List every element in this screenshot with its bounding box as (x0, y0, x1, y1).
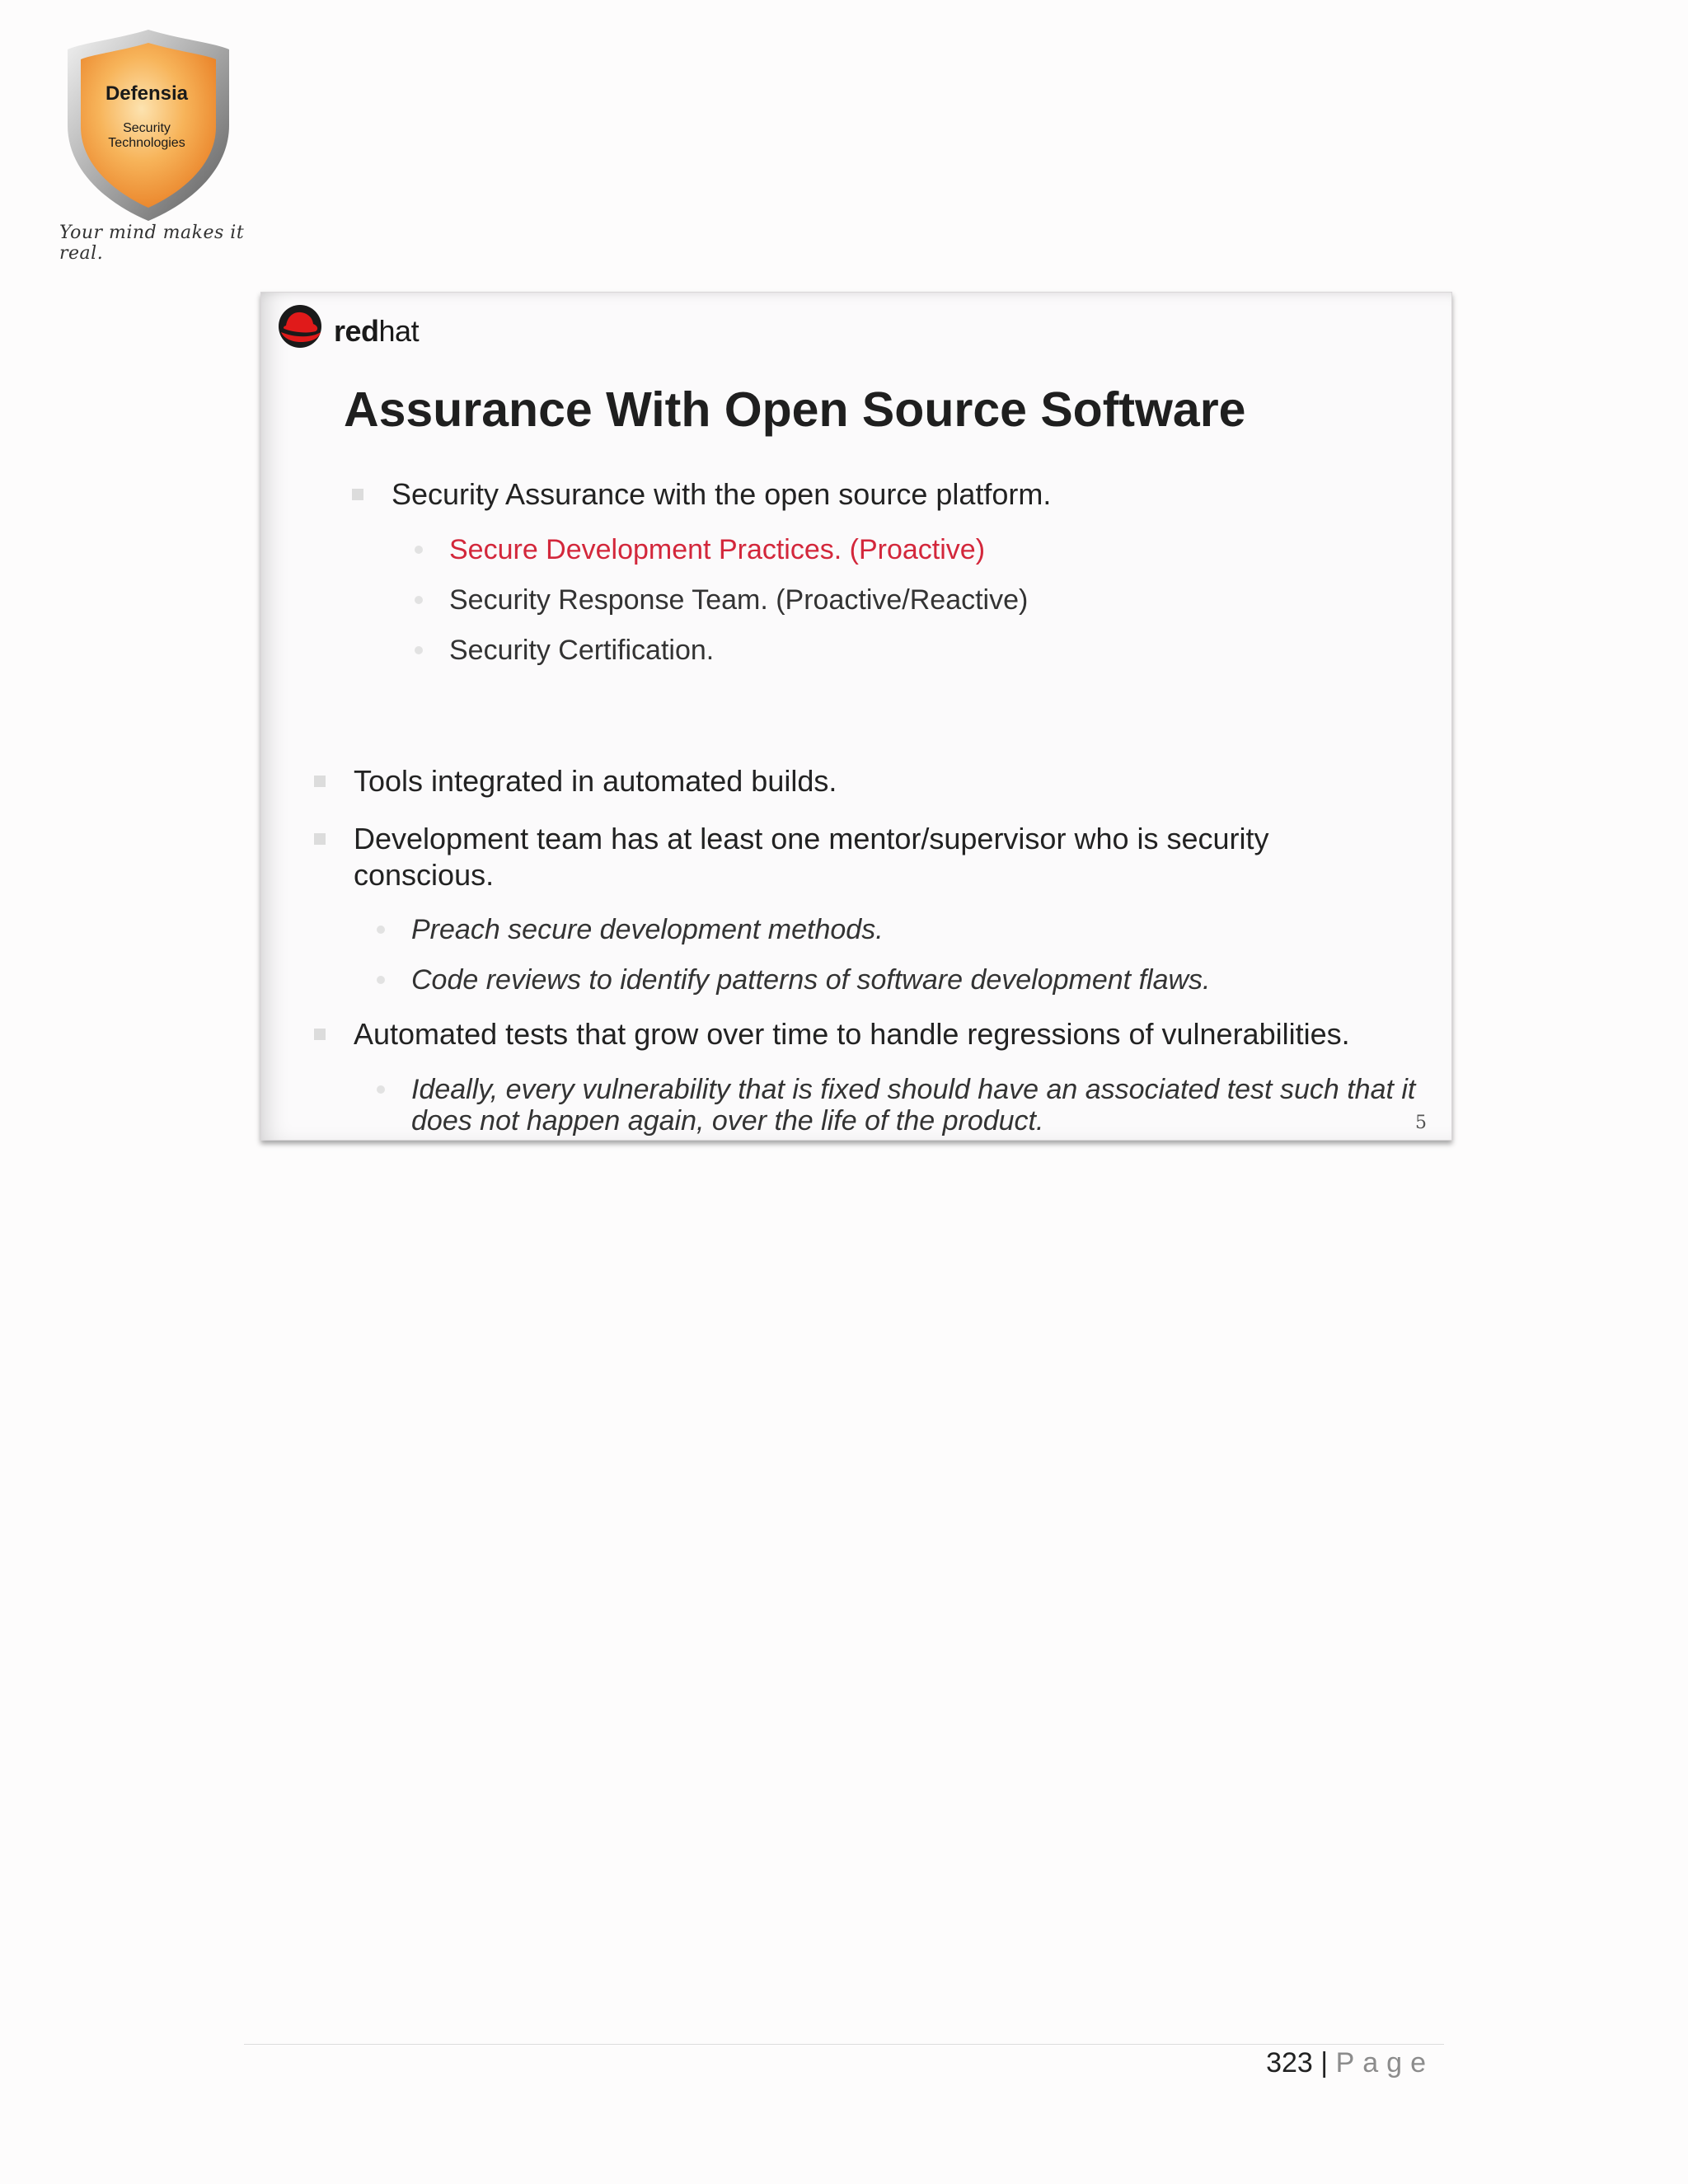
page-label: Page (1335, 2047, 1434, 2079)
bullet-text: Security Assurance with the open source platform. (392, 477, 1052, 511)
dot-bullet-icon (377, 1085, 385, 1094)
dot-bullet-icon (377, 926, 385, 934)
logo-subtitle-line2: Technologies (108, 136, 185, 150)
redhat-wordmark (334, 314, 419, 349)
sub-bullet-text: Preach secure development methods. (411, 914, 884, 945)
slide-title: Assurance With Open Source Software (344, 382, 1246, 437)
sub-bullet-text: Security Certification. (449, 635, 715, 666)
bullet-text: Automated tests that grow over time to handle regressions of vulnerabilities. (354, 1017, 1350, 1051)
slide (260, 292, 1452, 1141)
square-bullet-icon (314, 833, 326, 845)
sub-bullet-text: Security Response Team. (Proactive/Reactive) (449, 584, 1029, 616)
sub-bullet-text: Code reviews to identify patterns of software development flaws. (411, 964, 1211, 996)
dot-bullet-icon (415, 596, 423, 604)
dot-bullet-icon (415, 646, 423, 654)
logo-name: Defensia (105, 82, 189, 105)
page-number-separator: | (1320, 2047, 1329, 2079)
bullet-text: Development team has at least one mentor/supervisor who is security (354, 822, 1269, 855)
sub-bullet-text-line2: does not happen again, over the life of the product. (411, 1105, 1044, 1137)
page-number-value: 323 (1266, 2047, 1313, 2079)
footer-divider (244, 2044, 1444, 2045)
redhat-icon (274, 304, 326, 349)
logo-subtitle-line1: Security (123, 121, 171, 135)
square-bullet-icon (314, 776, 326, 787)
page-number (1266, 2047, 1434, 2079)
redhat-wordmark-light: hat (378, 314, 420, 348)
redhat-wordmark-bold: red (334, 314, 379, 348)
bullet-text: Tools integrated in automated builds. (354, 764, 837, 798)
sub-bullet-text: Secure Development Practices. (Proactive) (449, 534, 986, 565)
square-bullet-icon (352, 489, 363, 500)
square-bullet-icon (314, 1029, 326, 1040)
dot-bullet-icon (415, 546, 423, 554)
logo-tagline: Your mind makes it real. (59, 223, 245, 264)
slide-number: 5 (1415, 1113, 1427, 1133)
logo-subtitle (58, 121, 236, 151)
sub-bullet-text: Ideally, every vulnerability that is fixed should have an associated test such that it (411, 1074, 1416, 1105)
dot-bullet-icon (377, 976, 385, 984)
bullet-text-line2: conscious. (354, 858, 495, 892)
